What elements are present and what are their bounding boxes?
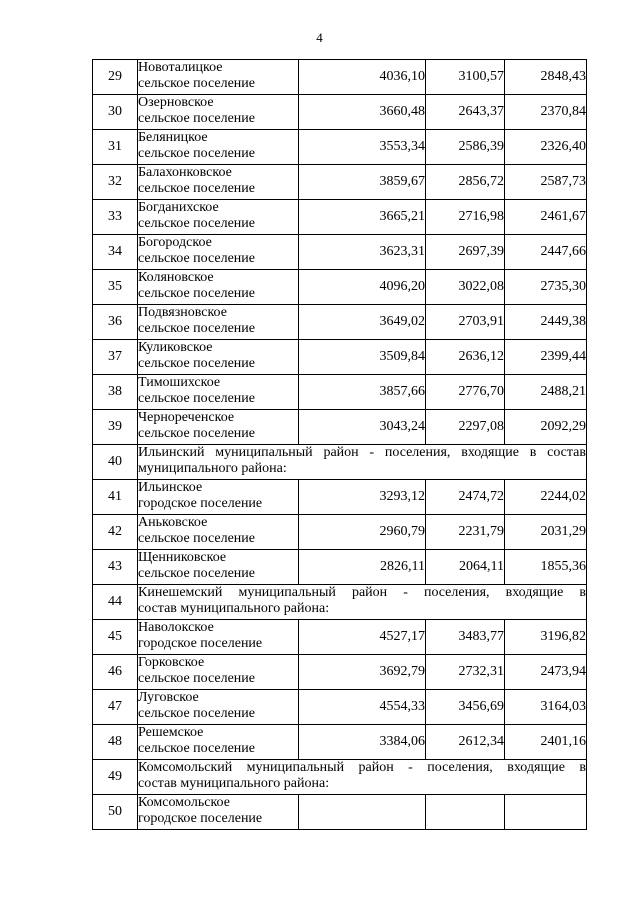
table-row bbox=[93, 760, 587, 795]
row-number: 30 bbox=[93, 95, 138, 130]
settlement-name: Подвязновское bbox=[138, 305, 227, 320]
table-row bbox=[93, 690, 587, 725]
table-row bbox=[93, 445, 587, 480]
settlement-name-cell bbox=[138, 305, 299, 340]
settlement-name-cell bbox=[138, 165, 299, 200]
table-row bbox=[93, 340, 587, 375]
value-cell-3: 2473,94 bbox=[505, 655, 587, 690]
row-number: 45 bbox=[93, 620, 138, 655]
district-header-line: состав муниципального района: bbox=[138, 601, 330, 616]
row-number: 37 bbox=[93, 340, 138, 375]
value-cell-1: 2826,11 bbox=[299, 550, 426, 585]
page-number: 4 bbox=[316, 30, 323, 45]
value-cell-3: 2370,84 bbox=[505, 95, 587, 130]
value-cell-2: 3483,77 bbox=[426, 620, 505, 655]
value-cell-2: 2732,31 bbox=[426, 655, 505, 690]
value-cell-1: 2960,79 bbox=[299, 515, 426, 550]
settlement-type: сельское поселение bbox=[138, 146, 255, 161]
settlement-type: сельское поселение bbox=[138, 111, 255, 126]
settlement-type: городское поселение bbox=[138, 636, 263, 651]
settlement-name: Луговское bbox=[138, 690, 199, 705]
settlement-type: сельское поселение bbox=[138, 531, 255, 546]
settlement-name-cell bbox=[138, 340, 299, 375]
settlement-type: городское поселение bbox=[138, 811, 263, 826]
row-number: 43 bbox=[93, 550, 138, 585]
district-header-line: Ильинский муниципальный район - поселения, входящие в состав bbox=[138, 445, 586, 460]
settlement-name: Новоталицкое bbox=[138, 60, 223, 75]
value-cell-2: 2643,37 bbox=[426, 95, 505, 130]
row-number: 49 bbox=[93, 760, 138, 795]
settlement-name: Наволокское bbox=[138, 620, 214, 635]
settlement-type: сельское поселение bbox=[138, 671, 255, 686]
settlement-type: сельское поселение bbox=[138, 706, 255, 721]
table-row bbox=[93, 375, 587, 410]
settlements-table bbox=[92, 59, 587, 830]
settlement-name-cell bbox=[138, 550, 299, 585]
district-header-cell bbox=[138, 760, 587, 795]
value-cell-3: 2848,43 bbox=[505, 60, 587, 95]
table-row bbox=[93, 585, 587, 620]
row-number: 46 bbox=[93, 655, 138, 690]
value-cell-1: 4554,33 bbox=[299, 690, 426, 725]
row-number: 36 bbox=[93, 305, 138, 340]
value-cell-2: 2636,12 bbox=[426, 340, 505, 375]
settlement-name-cell bbox=[138, 130, 299, 165]
settlement-name-cell bbox=[138, 690, 299, 725]
row-number: 35 bbox=[93, 270, 138, 305]
value-cell-2: 2697,39 bbox=[426, 235, 505, 270]
settlement-name-cell bbox=[138, 795, 299, 830]
settlement-name-cell bbox=[138, 515, 299, 550]
settlement-name-cell bbox=[138, 620, 299, 655]
value-cell-1: 3857,66 bbox=[299, 375, 426, 410]
table-row bbox=[93, 60, 587, 95]
row-number: 39 bbox=[93, 410, 138, 445]
value-cell-2: 2586,39 bbox=[426, 130, 505, 165]
table-row bbox=[93, 795, 587, 830]
value-cell-1: 3692,79 bbox=[299, 655, 426, 690]
settlement-type: сельское поселение bbox=[138, 391, 255, 406]
value-cell-3: 2244,02 bbox=[505, 480, 587, 515]
row-number: 47 bbox=[93, 690, 138, 725]
settlement-name-cell bbox=[138, 95, 299, 130]
value-cell-1: 4036,10 bbox=[299, 60, 426, 95]
table-row bbox=[93, 655, 587, 690]
settlement-type: сельское поселение bbox=[138, 566, 255, 581]
table-row bbox=[93, 200, 587, 235]
settlement-name: Богданихское bbox=[138, 200, 219, 215]
settlement-name: Богородское bbox=[138, 235, 212, 250]
value-cell-2: 2716,98 bbox=[426, 200, 505, 235]
settlement-name: Комсомольское bbox=[138, 795, 230, 810]
table-row bbox=[93, 305, 587, 340]
row-number: 31 bbox=[93, 130, 138, 165]
settlement-type: сельское поселение bbox=[138, 76, 255, 91]
settlement-type: сельское поселение bbox=[138, 216, 255, 231]
settlement-name: Ильинское bbox=[138, 480, 203, 495]
value-cell-3: 2447,66 bbox=[505, 235, 587, 270]
table-row bbox=[93, 550, 587, 585]
value-cell-1: 3553,34 bbox=[299, 130, 426, 165]
district-header-line: Кинешемский муниципальный район - поселения, входящие в bbox=[138, 585, 586, 600]
settlement-name-cell bbox=[138, 200, 299, 235]
settlement-name: Тимошихское bbox=[138, 375, 221, 390]
settlement-type: сельское поселение bbox=[138, 356, 255, 371]
row-number: 38 bbox=[93, 375, 138, 410]
value-cell-2: 3456,69 bbox=[426, 690, 505, 725]
value-cell-2: 2064,11 bbox=[426, 550, 505, 585]
value-cell-2: 3022,08 bbox=[426, 270, 505, 305]
value-cell-1: 3384,06 bbox=[299, 725, 426, 760]
table-row bbox=[93, 95, 587, 130]
table-row bbox=[93, 620, 587, 655]
row-number: 44 bbox=[93, 585, 138, 620]
row-number: 40 bbox=[93, 445, 138, 480]
row-number: 48 bbox=[93, 725, 138, 760]
value-cell-2: 2474,72 bbox=[426, 480, 505, 515]
settlement-name-cell bbox=[138, 60, 299, 95]
settlement-type: городское поселение bbox=[138, 496, 263, 511]
value-cell-1 bbox=[299, 795, 426, 830]
row-number: 41 bbox=[93, 480, 138, 515]
value-cell-3: 3164,03 bbox=[505, 690, 587, 725]
value-cell-2: 2297,08 bbox=[426, 410, 505, 445]
settlement-type: сельское поселение bbox=[138, 426, 255, 441]
value-cell-1: 3623,31 bbox=[299, 235, 426, 270]
district-header-line: Комсомольский муниципальный район - поселения, входящие в bbox=[138, 760, 586, 775]
settlement-name-cell bbox=[138, 725, 299, 760]
settlement-type: сельское поселение bbox=[138, 321, 255, 336]
value-cell-1: 3509,84 bbox=[299, 340, 426, 375]
value-cell-2: 2612,34 bbox=[426, 725, 505, 760]
district-header-line: муниципального района: bbox=[138, 461, 287, 476]
settlement-type: сельское поселение bbox=[138, 181, 255, 196]
value-cell-2: 2703,91 bbox=[426, 305, 505, 340]
value-cell-1: 3043,24 bbox=[299, 410, 426, 445]
value-cell-2: 2231,79 bbox=[426, 515, 505, 550]
settlement-name-cell bbox=[138, 235, 299, 270]
row-number: 50 bbox=[93, 795, 138, 830]
value-cell-3: 2399,44 bbox=[505, 340, 587, 375]
settlement-name-cell bbox=[138, 655, 299, 690]
value-cell-3 bbox=[505, 795, 587, 830]
settlement-type: сельское поселение bbox=[138, 286, 255, 301]
value-cell-1: 4096,20 bbox=[299, 270, 426, 305]
settlement-name: Беляницкое bbox=[138, 130, 208, 145]
table-row bbox=[93, 235, 587, 270]
value-cell-3: 2587,73 bbox=[505, 165, 587, 200]
row-number: 34 bbox=[93, 235, 138, 270]
value-cell-3: 2092,29 bbox=[505, 410, 587, 445]
settlement-type: сельское поселение bbox=[138, 741, 255, 756]
value-cell-3: 2488,21 bbox=[505, 375, 587, 410]
settlement-name: Балахонковское bbox=[138, 165, 232, 180]
district-header-line: состав муниципального района: bbox=[138, 776, 330, 791]
value-cell-2 bbox=[426, 795, 505, 830]
settlement-name: Коляновское bbox=[138, 270, 214, 285]
row-number: 32 bbox=[93, 165, 138, 200]
value-cell-3: 3196,82 bbox=[505, 620, 587, 655]
table-row bbox=[93, 130, 587, 165]
settlement-name-cell bbox=[138, 375, 299, 410]
settlement-name: Озерновское bbox=[138, 95, 214, 110]
value-cell-3: 2461,67 bbox=[505, 200, 587, 235]
value-cell-1: 3649,02 bbox=[299, 305, 426, 340]
value-cell-3: 2735,30 bbox=[505, 270, 587, 305]
settlement-name: Горковское bbox=[138, 655, 205, 670]
value-cell-2: 3100,57 bbox=[426, 60, 505, 95]
district-header-cell bbox=[138, 445, 587, 480]
value-cell-3: 1855,36 bbox=[505, 550, 587, 585]
row-number: 29 bbox=[93, 60, 138, 95]
district-header-cell bbox=[138, 585, 587, 620]
table-row bbox=[93, 725, 587, 760]
table-row bbox=[93, 270, 587, 305]
value-cell-1: 3293,12 bbox=[299, 480, 426, 515]
value-cell-1: 3859,67 bbox=[299, 165, 426, 200]
row-number: 42 bbox=[93, 515, 138, 550]
value-cell-1: 3660,48 bbox=[299, 95, 426, 130]
table-row bbox=[93, 410, 587, 445]
value-cell-2: 2856,72 bbox=[426, 165, 505, 200]
value-cell-3: 2326,40 bbox=[505, 130, 587, 165]
table-row bbox=[93, 515, 587, 550]
value-cell-1: 4527,17 bbox=[299, 620, 426, 655]
settlement-name: Щенниковское bbox=[138, 550, 227, 565]
table-row bbox=[93, 165, 587, 200]
settlement-name: Решемское bbox=[138, 725, 204, 740]
value-cell-1: 3665,21 bbox=[299, 200, 426, 235]
settlement-name: Куликовское bbox=[138, 340, 213, 355]
table-row bbox=[93, 480, 587, 515]
settlement-type: сельское поселение bbox=[138, 251, 255, 266]
value-cell-3: 2401,16 bbox=[505, 725, 587, 760]
value-cell-2: 2776,70 bbox=[426, 375, 505, 410]
settlements-table-body bbox=[93, 60, 587, 830]
row-number: 33 bbox=[93, 200, 138, 235]
value-cell-3: 2449,38 bbox=[505, 305, 587, 340]
value-cell-3: 2031,29 bbox=[505, 515, 587, 550]
settlement-name: Чернореченское bbox=[138, 410, 235, 425]
settlement-name: Аньковское bbox=[138, 515, 208, 530]
settlement-name-cell bbox=[138, 270, 299, 305]
settlement-name-cell bbox=[138, 480, 299, 515]
settlement-name-cell bbox=[138, 410, 299, 445]
